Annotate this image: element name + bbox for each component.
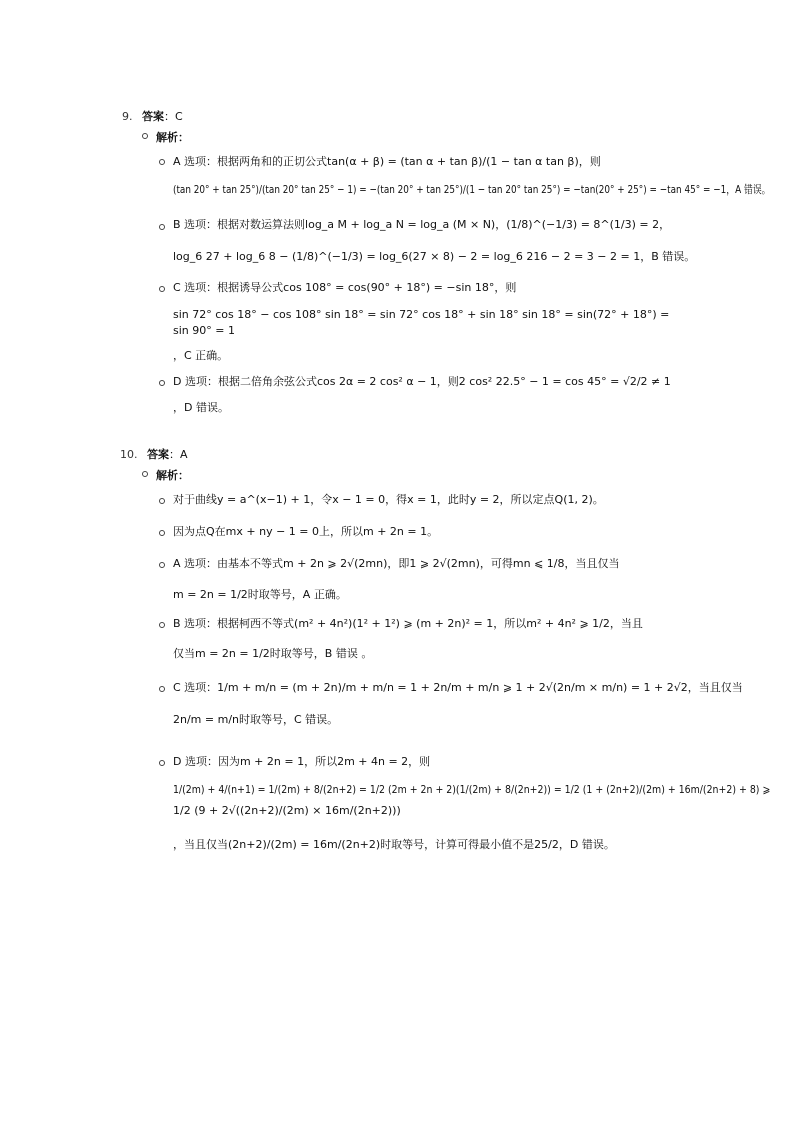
q9-item-b-line-1: B 选项：根据对数运算法则log_a M + log_a N = log_a (M × N)，(1/8)^(−1/3) = 8^(1/3) = 2， [173,218,671,231]
q9-number: 9. [122,110,133,123]
q9-analysis-sep: ： [178,131,189,144]
q9-answer-label: 答案 [142,110,164,123]
q10-item-a-line-2: m = 2n = 1/2时取等号，A 正确。 [173,588,347,601]
q10-answer-value: A [180,448,188,461]
bullet-icon [159,498,165,504]
q9-answer-value: C [175,110,183,123]
q9-item-d-line-1: D 选项：根据二倍角余弦公式cos 2α = 2 cos² α − 1，则2 cos² 22.5° − 1 = cos 45° = √2/2 ≠ 1 [173,375,671,388]
bullet-icon [159,562,165,568]
bullet-icon [159,159,165,165]
q9-item-c-line-1: C 选项：根据诱导公式cos 108° = cos(90° + 18°) = −sin 18°，则 [173,281,517,294]
q10-item-1-line-1: 对于曲线y = a^(x−1) + 1，令x − 1 = 0，得x = 1，此时y = 2，所以定点Q(1, 2)。 [173,493,604,506]
q9-item-d-line-2: ，D 错误。 [173,401,229,414]
q10-answer-sep: ： [169,448,180,461]
q10-number: 10. [120,448,138,461]
bullet-icon [159,622,165,628]
bullet-icon [142,471,148,477]
q9-item-a-line-2: (tan 20° + tan 25°)/(tan 20° tan 25° − 1) = −(tan 20° + tan 25°)/(1 − tan 20° tan 25°) = −tan(20° + 25°) = −tan 45° = −1，A 错误。 [173,183,771,196]
q10-item-c-line-2: 2n/m = m/n时取等号，C 错误。 [173,713,339,726]
q10-item-a-line-1: A 选项：由基本不等式m + 2n ⩾ 2√(2mn)，即1 ⩾ 2√(2mn)，可得mn ⩽ 1/8，当且仅当 [173,557,620,570]
q10-header [120,446,188,462]
q9-item-b-line-2: log_6 27 + log_6 8 − (1/8)^(−1/3) = log_6(27 × 8) − 2 = log_6 216 − 2 = 3 − 2 = 1，B 错误。 [173,250,696,263]
bullet-icon [159,686,165,692]
q10-answer-label: 答案 [147,448,169,461]
q10-item-d-line-3: 1/2 (9 + 2√((2n+2)/(2m) × 16m/(2n+2))) [173,804,401,817]
q10-item-c-line-1: C 选项：1/m + m/n = (m + 2n)/m + m/n = 1 + 2n/m + m/n ⩾ 1 + 2√(2n/m × m/n) = 1 + 2√2，当且仅当 [173,681,743,694]
q10-item-b-line-2: 仅当m = 2n = 1/2时取等号，B 错误 。 [173,647,373,660]
q9-item-a-line-1: A 选项：根据两角和的正切公式tan(α + β) = (tan α + tan β)/(1 − tan α tan β)，则 [173,155,601,168]
q9-item-c-line-2: sin 72° cos 18° − cos 108° sin 18° = sin 72° cos 18° + sin 18° sin 18° = sin(72° + 18°) = [173,308,670,321]
bullet-icon [159,530,165,536]
bullet-icon [159,286,165,292]
q10-item-d-line-1: D 选项：因为m + 2n = 1，所以2m + 4n = 2，则 [173,755,431,768]
q10-item-d-line-2: 1/(2m) + 4/(n+1) = 1/(2m) + 8/(2n+2) = 1/2 (2m + 2n + 2)(1/(2m) + 8/(2n+2)) = 1/2 (1 + (2n+2)/(2m) + 16m/(2n+2) + 8) ⩾ [173,783,771,796]
q9-item-c-line-4: ，C 正确。 [173,349,229,362]
q10-analysis-text: 解析 [156,469,178,482]
q10-analysis-sep: ： [178,469,189,482]
q10-item-b-line-1: B 选项：根据柯西不等式(m² + 4n²)(1² + 1²) ⩾ (m + 2n)² = 1，所以m² + 4n² ⩾ 1/2，当且 [173,617,643,630]
q10-item-2-line-1: 因为点Q在mx + ny − 1 = 0上，所以m + 2n = 1。 [173,525,439,538]
q9-analysis-text: 解析 [156,131,178,144]
bullet-icon [159,380,165,386]
q9-item-c-line-3: sin 90° = 1 [173,324,235,337]
bullet-icon [159,224,165,230]
bullet-icon [142,133,148,139]
q10-item-d-line-4: ，当且仅当(2n+2)/(2m) = 16m/(2n+2)时取等号，计算可得最小值不是25/2，D 错误。 [173,838,615,851]
q9-header [122,108,183,124]
q9-analysis-label [156,129,189,145]
bullet-icon [159,760,165,766]
q9-answer-sep: ： [164,110,175,123]
q10-analysis-label [156,467,189,483]
